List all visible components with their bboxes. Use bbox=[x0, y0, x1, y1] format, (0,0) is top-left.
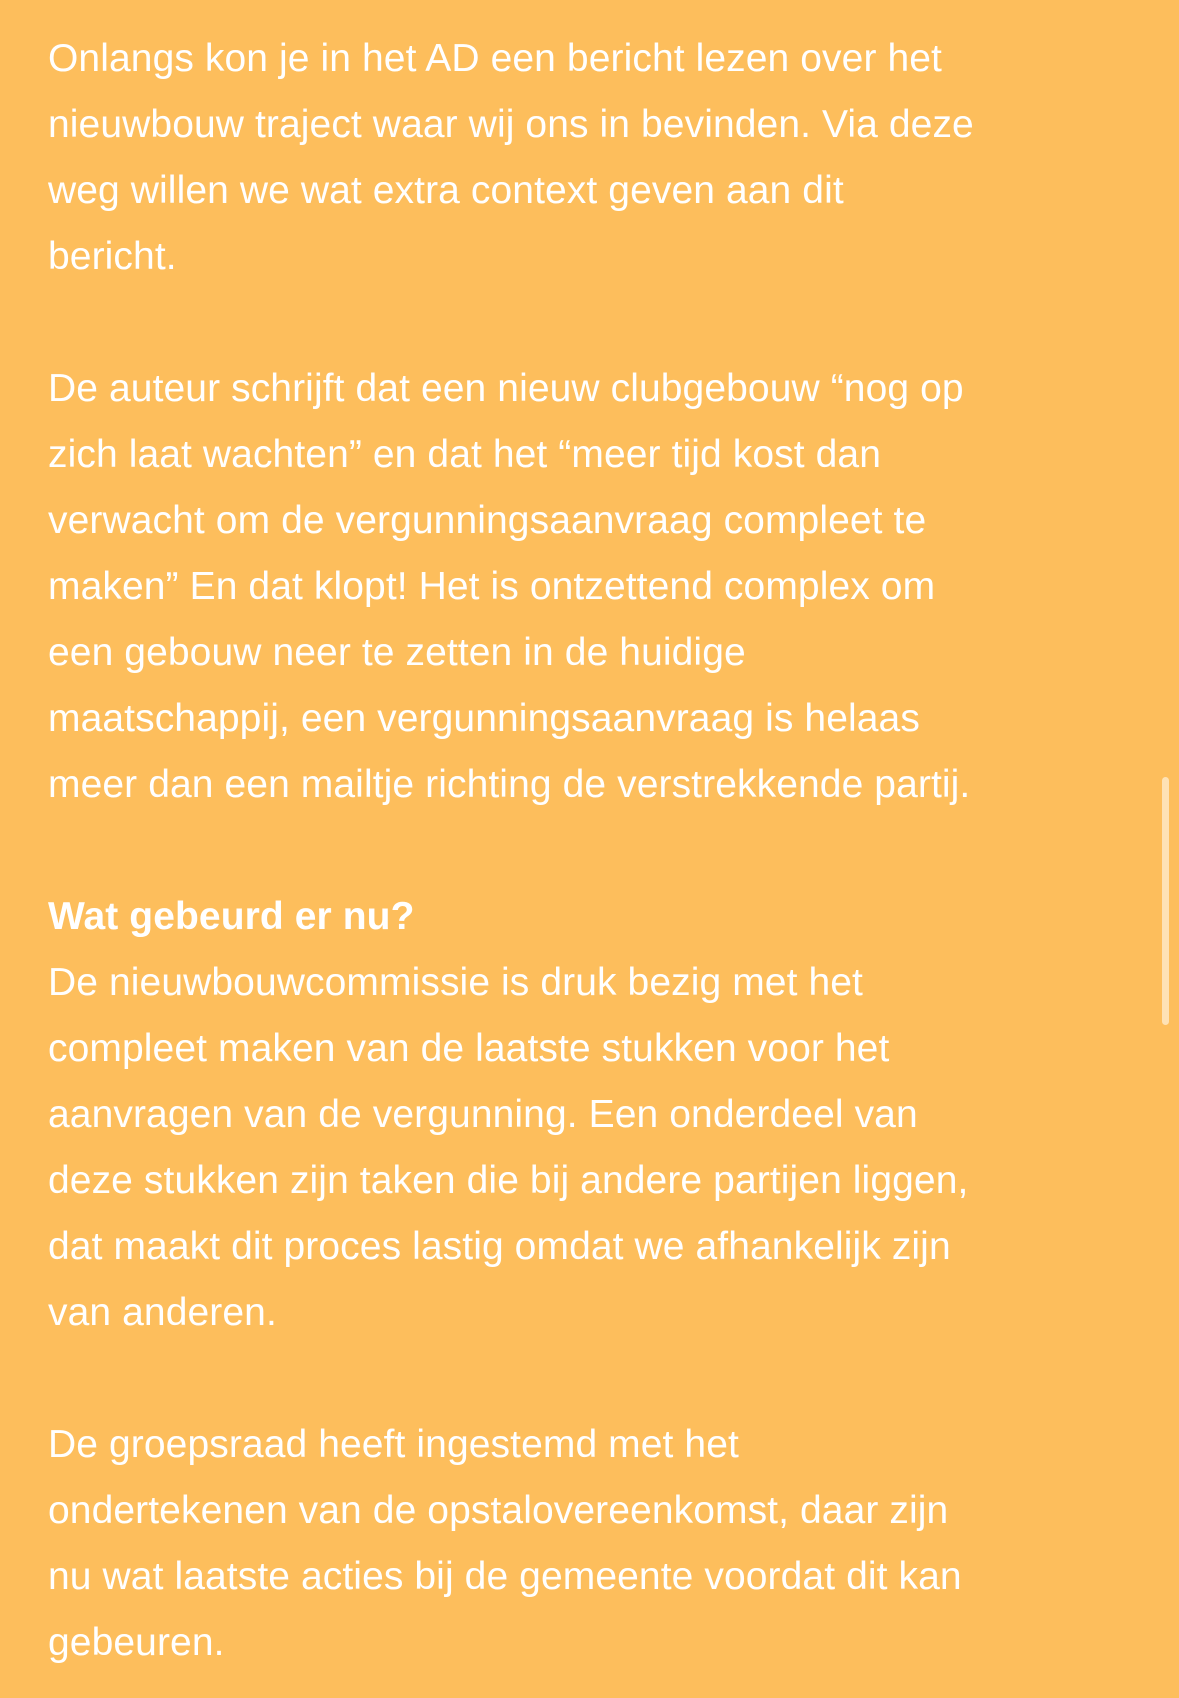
paragraph-spacer bbox=[48, 818, 1148, 884]
intro-paragraph: Onlangs kon je in het AD een bericht lezen over het nieuwbouw traject waar wij ons in bevinden. Via deze weg willen we wat extra context geven aan dit bericht. bbox=[48, 37, 974, 278]
commission-paragraph: De nieuwbouwcommissie is druk bezig met het compleet maken van de laatste stukken voor het aanvragen van de vergunning. Een onderdeel van deze stukken zijn taken die bij andere partijen liggen, dat maakt dit proces lastig omdat we afhankelijk zijn van anderen. bbox=[48, 961, 969, 1334]
paragraph-spacer bbox=[48, 290, 1148, 356]
paragraph-spacer bbox=[48, 1346, 1148, 1412]
author-context-paragraph: De auteur schrijft dat een nieuw clubgebouw “nog op zich laat wachten” en dat het “meer tijd kost dan verwacht om de vergunningsaanvraag compleet te maken” En dat klopt! Het is ontzettend complex om een gebouw neer te zetten in de huidige maatschappij, een vergunningsaanvraag is helaas meer dan een mailtje richting de verstrekkende partij. bbox=[48, 367, 971, 806]
vertical-scrollbar[interactable] bbox=[1162, 777, 1169, 1025]
section-heading: Wat gebeurd er nu? bbox=[48, 895, 415, 938]
council-paragraph: De groepsraad heeft ingestemd met het ondertekenen van de opstalovereenkomst, daar zijn nu wat laatste acties bij de gemeente voordat dit kan gebeuren. bbox=[48, 1423, 962, 1664]
article-body bbox=[48, 26, 1148, 1676]
